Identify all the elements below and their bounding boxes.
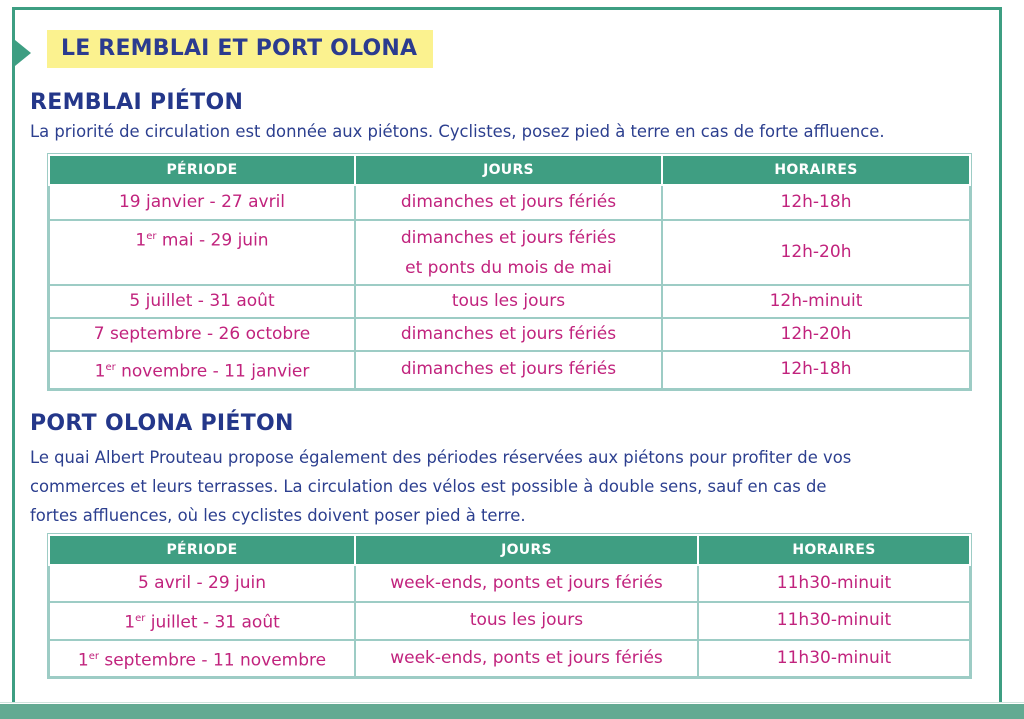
cell-days: tous les jours xyxy=(355,285,662,318)
cell-hours: 12h-minuit xyxy=(662,285,970,318)
cell-hours: 12h-18h xyxy=(662,185,970,220)
port-heading: PORT OLONA PIÉTON xyxy=(30,411,294,436)
cell-hours: 11h30-minuit xyxy=(698,602,970,640)
table-row xyxy=(49,640,970,678)
table-row xyxy=(49,602,970,640)
table-row xyxy=(49,185,970,220)
cell-period: 5 avril - 29 juin xyxy=(49,565,355,602)
column-header-period: PÉRIODE xyxy=(49,155,355,185)
cell-days: dimanches et jours fériés xyxy=(355,318,662,351)
column-header-hours: HORAIRES xyxy=(662,155,970,185)
cell-hours: 12h-20h xyxy=(662,318,970,351)
cell-days: dimanches et jours fériés xyxy=(355,185,662,220)
cell-period: 7 septembre - 26 octobre xyxy=(49,318,355,351)
cell-days: dimanches et jours fériés xyxy=(355,351,662,389)
cell-days: tous les jours xyxy=(355,602,698,640)
table-row xyxy=(49,318,970,351)
bottom-band xyxy=(0,702,1024,719)
column-header-days: JOURS xyxy=(355,535,698,565)
remblai-table xyxy=(48,154,971,390)
cell-days: dimanches et jours fériés et ponts du mois de mai xyxy=(355,220,662,285)
port-intro-line: commerces et leurs terrasses. La circulation des vélos est possible à double sens, sauf en cas de xyxy=(30,477,827,496)
remblai-intro: La priorité de circulation est donnée aux piétons. Cyclistes, posez pied à terre en cas de forte affluence. xyxy=(30,122,885,141)
cell-period: 1er juillet - 31 août xyxy=(49,602,355,640)
table-header-row xyxy=(49,535,970,565)
cell-period: 1er mai - 29 juin xyxy=(49,220,355,285)
cell-hours: 12h-20h xyxy=(662,220,970,285)
cell-hours: 12h-18h xyxy=(662,351,970,389)
table-row xyxy=(49,565,970,602)
cell-period: 1er novembre - 11 janvier xyxy=(49,351,355,389)
cell-period: 5 juillet - 31 août xyxy=(49,285,355,318)
frame-notch xyxy=(15,40,31,66)
cell-hours: 11h30-minuit xyxy=(698,565,970,602)
table-row xyxy=(49,351,970,389)
bottom-divider xyxy=(0,702,1024,703)
bottom-stripe xyxy=(0,704,1024,719)
column-header-period: PÉRIODE xyxy=(49,535,355,565)
column-header-hours: HORAIRES xyxy=(698,535,970,565)
port-intro-line: Le quai Albert Prouteau propose également des périodes réservées aux piétons pour profiter de vos xyxy=(30,448,852,467)
column-header-days: JOURS xyxy=(355,155,662,185)
section-tag: LE REMBLAI ET PORT OLONA xyxy=(47,30,433,68)
port-intro-line: fortes affluences, où les cyclistes doivent poser pied à terre. xyxy=(30,506,526,525)
cell-hours: 11h30-minuit xyxy=(698,640,970,678)
cell-period: 1er septembre - 11 novembre xyxy=(49,640,355,678)
cell-days: week-ends, ponts et jours fériés xyxy=(355,565,698,602)
port-intro xyxy=(30,443,996,530)
cell-period: 19 janvier - 27 avril xyxy=(49,185,355,220)
remblai-heading: REMBLAI PIÉTON xyxy=(30,90,244,115)
table-header-row xyxy=(49,155,970,185)
port-table xyxy=(48,534,971,678)
table-row xyxy=(49,220,970,285)
table-row xyxy=(49,285,970,318)
cell-days: week-ends, ponts et jours fériés xyxy=(355,640,698,678)
